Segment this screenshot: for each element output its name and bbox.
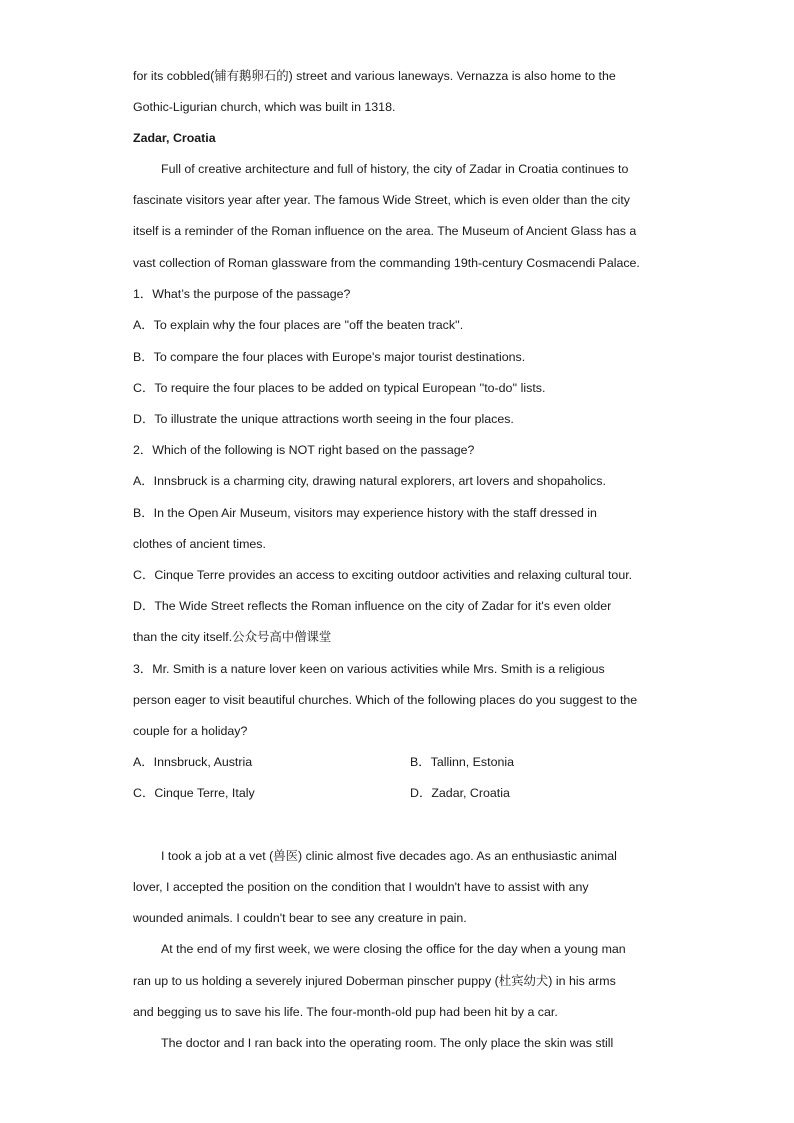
text-line: Gothic-Ligurian church, which was built in 1318. [133,100,396,114]
answer-option-continued: than the city itself.公众号高中僧课堂 [133,630,332,644]
answer-option: D．The Wide Street reflects the Roman influence on the city of Zadar for it's even older [133,599,612,613]
section-heading: Zadar, Croatia [133,131,216,145]
answer-option: A．Innsbruck, Austria [133,755,253,769]
question-stem: 3．Mr. Smith is a nature lover keen on various activities while Mrs. Smith is a religious [133,662,605,676]
text-line: for its cobbled(铺有鹅卵石的) street and various laneways. Vernazza is also home to the [133,69,616,83]
text-line: The doctor and I ran back into the operating room. The only place the skin was still [161,1036,614,1050]
answer-option: C．To require the four places to be added on typical European ''to-do'' lists. [133,381,546,395]
text-line: fascinate visitors year after year. The famous Wide Street, which is even older than the city [133,193,631,207]
text-line: itself is a reminder of the Roman influence on the area. The Museum of Ancient Glass has a [133,224,637,238]
answer-option: B．In the Open Air Museum, visitors may experience history with the staff dressed in [133,506,597,520]
question-stem: 1．What’s the purpose of the passage? [133,287,351,301]
question-stem: couple for a holiday? [133,724,248,738]
answer-option: B．To compare the four places with Europe's major tourist destinations. [133,350,526,364]
answer-option: D．To illustrate the unique attractions worth seeing in the four places. [133,412,514,426]
answer-option: C．Cinque Terre provides an access to exciting outdoor activities and relaxing cultural tour. [133,568,633,582]
text-line: vast collection of Roman glassware from the commanding 19th-century Cosmacendi Palace. [133,256,640,270]
answer-option: D．Zadar, Croatia [410,786,510,800]
text-line: ran up to us holding a severely injured Doberman pinscher puppy (杜宾幼犬) in his arms [133,974,616,988]
answer-option: A．To explain why the four places are ''off the beaten track''. [133,318,464,332]
text-line: lover, I accepted the position on the condition that I wouldn't have to assist with any [133,880,589,894]
answer-option: A．Innsbruck is a charming city, drawing natural explorers, art lovers and shopaholics. [133,474,606,488]
question-stem: 2．Which of the following is NOT right based on the passage? [133,443,475,457]
text-line: wounded animals. I couldn't bear to see any creature in pain. [133,911,467,925]
text-line: Full of creative architecture and full of history, the city of Zadar in Croatia continues to [161,162,629,176]
answer-option: B．Tallinn, Estonia [410,755,514,769]
text-line: and begging us to save his life. The four-month-old pup had been hit by a car. [133,1005,558,1019]
text-line: At the end of my first week, we were closing the office for the day when a young man [161,942,626,956]
text-line: I took a job at a vet (兽医) clinic almost five decades ago. As an enthusiastic animal [161,849,617,863]
answer-option: C．Cinque Terre, Italy [133,786,255,800]
question-stem: person eager to visit beautiful churches. Which of the following places do you suggest to the [133,693,638,707]
answer-option-continued: clothes of ancient times. [133,537,266,551]
